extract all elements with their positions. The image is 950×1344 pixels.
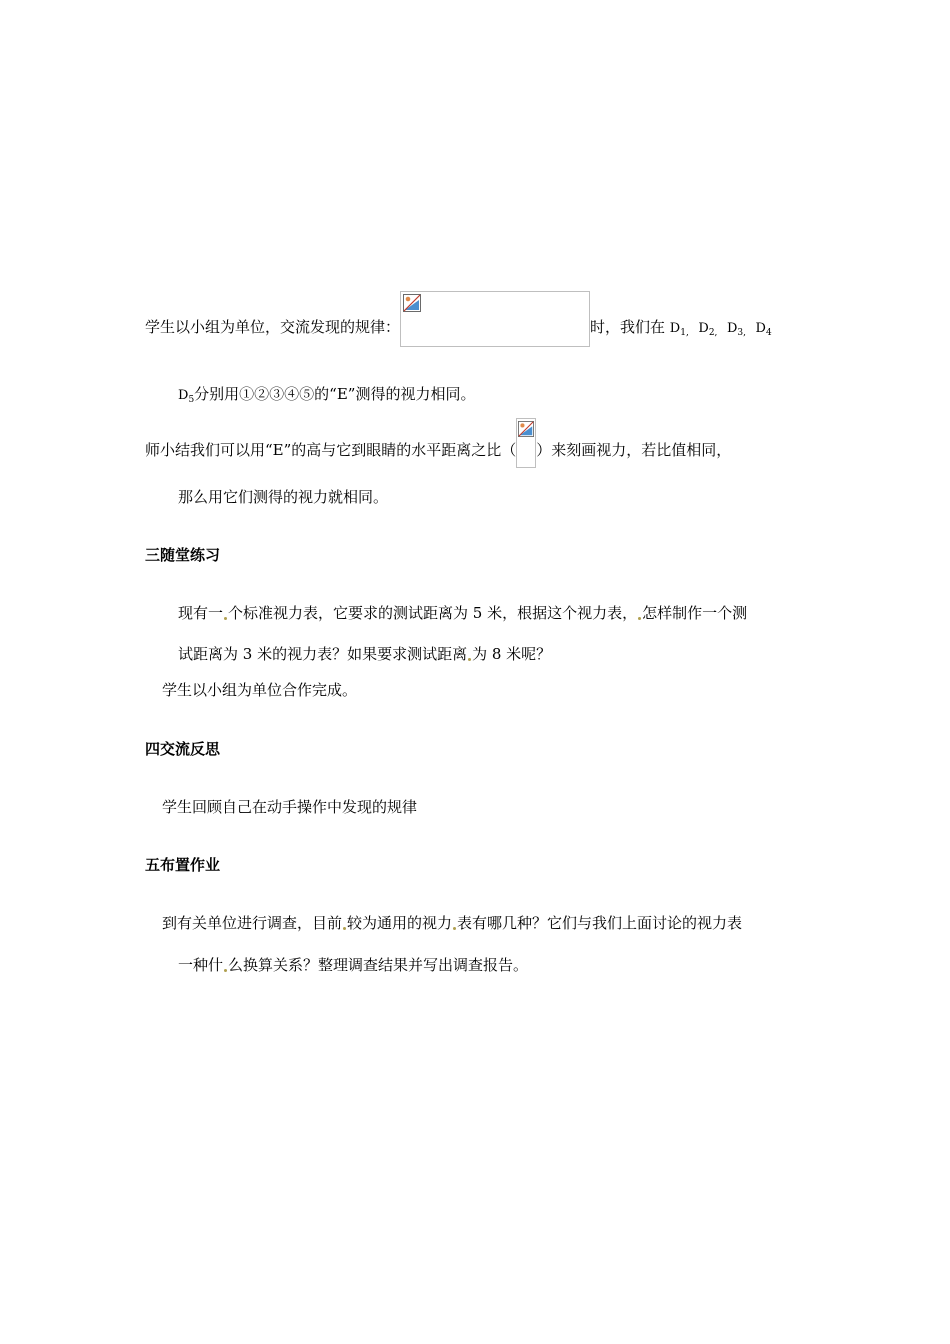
exercise-cont-a: 试距离为 3 米的视力表？如果要求测试距离 bbox=[178, 645, 468, 663]
paragraph-same-vision bbox=[178, 384, 475, 410]
homework-cont-a: 一种什 bbox=[178, 956, 224, 974]
broken-image-icon bbox=[518, 421, 534, 437]
paragraph-reflection bbox=[162, 797, 417, 817]
summary-end-text: 那么用它们测得的视力就相同。 bbox=[178, 488, 389, 506]
annotation-dot bbox=[343, 927, 346, 930]
homework-text-a: 到有关单位进行调查，目前 bbox=[162, 914, 343, 932]
annotation-dot bbox=[468, 658, 471, 661]
heading-homework: 五布置作业 bbox=[145, 856, 221, 874]
annotation-dot bbox=[224, 617, 227, 620]
paragraph-summary-end bbox=[178, 487, 388, 507]
paragraph-summary bbox=[145, 434, 731, 468]
label-d2: $D_{2,}$ bbox=[698, 321, 718, 338]
homework-cont-b: 么换算关系？整理调查结果并写出调查报告。 bbox=[228, 956, 529, 974]
homework-text-c: 表有哪几种？它们与我们上面讨论的视力表 bbox=[457, 914, 743, 932]
label-d1: $D_{1,}$ bbox=[669, 321, 689, 338]
paragraph-homework-cont bbox=[178, 955, 528, 975]
label-d4: $D_4$ bbox=[755, 321, 772, 338]
paragraph-homework bbox=[162, 913, 742, 933]
rule-intro: 学生以小组为单位，交流发现的规律： bbox=[145, 318, 401, 336]
paragraph-exercise bbox=[178, 603, 747, 623]
same-vision-text: 分别用①②③④⑤的“E”测得的视力相同。 bbox=[194, 385, 476, 403]
reflection-text: 学生回顾自己在动手操作中发现的规律 bbox=[162, 798, 418, 816]
heading-practice: 三随堂练习 bbox=[145, 546, 221, 564]
paragraph-rule bbox=[145, 309, 772, 347]
paragraph-exercise-cont bbox=[178, 644, 551, 664]
summary-intro: 师小结我们可以用“E”的高与它到眼睛的水平距离之比（ bbox=[145, 441, 517, 459]
annotation-dot bbox=[453, 927, 456, 930]
summary-continuation: ）来刻画视力，若比值相同， bbox=[536, 441, 732, 459]
label-d5: $D_5$ bbox=[178, 388, 195, 405]
exercise-text-b: 个标准视力表，它要求的测试距离为 5 米，根据这个视力表， bbox=[228, 604, 638, 622]
homework-text-b: 较为通用的视力 bbox=[347, 914, 453, 932]
exercise-text-c: 怎样制作一个测 bbox=[642, 604, 748, 622]
label-d3: $D_{3,}$ bbox=[726, 321, 746, 338]
exercise-text-a: 现有一 bbox=[178, 604, 224, 622]
formula-image-placeholder bbox=[400, 291, 590, 347]
heading-reflection: 四交流反思 bbox=[145, 740, 221, 758]
ratio-image-placeholder bbox=[516, 418, 536, 468]
annotation-dot bbox=[638, 617, 641, 620]
broken-image-icon bbox=[403, 294, 421, 312]
group-work-text: 学生以小组为单位合作完成。 bbox=[162, 681, 358, 699]
rule-continuation: 时，我们在 bbox=[590, 318, 670, 336]
exercise-cont-b: 为 8 米呢？ bbox=[472, 645, 552, 663]
annotation-dot bbox=[224, 969, 227, 972]
paragraph-group-work bbox=[162, 680, 357, 700]
